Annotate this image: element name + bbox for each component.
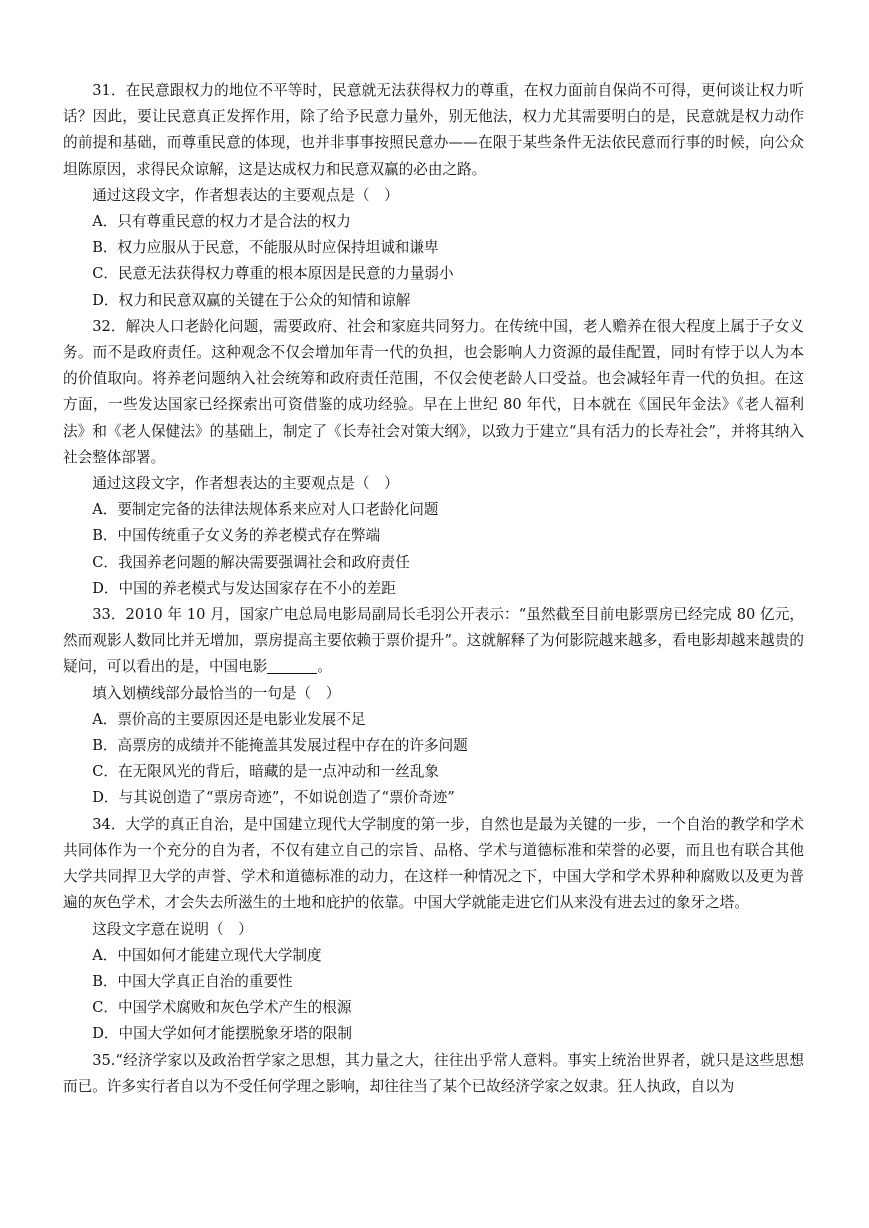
option-c: C．民意无法获得权力尊重的根本原因是民意的力量弱小	[92, 265, 454, 283]
question-stem: 31．在民意跟权力的地位不平等时，民意就无法获得权力的尊重，在权力面前自保尚不可得，更何谈让权力听话？因此，要让民意真正发挥作用，除了给予民意力量外，别无他法，权力尤其需要明白的是，民意就是权力动作的前提和基础，而尊重民意的体现，也并非事事按照民意办——在限于某些条件无法依民意而行事的时候，向公众坦陈原因，求得民众谅解，这是达成权力和民意双赢的必由之路。	[63, 82, 804, 178]
question-stem: 34．大学的真正自治，是中国建立现代大学制度的第一步，自然也是最为关键的一步，一个自治的教学和学术共同体作为一个充分的自为者，不仅有建立自己的宗旨、品格、学术与道德标准和荣誉的必要，而且也有联合其他大学共同捍卫大学的声誉、学术和道德标准的动力，在这样一种情况之下，中国大学和学术界种种腐败以及更为普遍的灰色学术，才会失去所滋生的土地和庇护的依靠。中国大学就能走进它们从来没有进去过的象牙之塔。	[63, 815, 804, 912]
option-b: B．高票房的成绩并不能掩盖其发展过程中存在的许多问题	[92, 737, 468, 755]
exam-page	[63, 78, 804, 1100]
question-prompt: 通过这段文字，作者想表达的主要观点是（ ）	[92, 475, 399, 493]
option-a: A．票价高的主要原因还是电影业发展不足	[92, 710, 366, 728]
question-33	[63, 602, 804, 812]
question-prompt: 通过这段文字，作者想表达的主要观点是（ ）	[92, 186, 399, 204]
option-b: B．权力应服从于民意，不能服从时应保持坦诚和谦卑	[92, 239, 439, 257]
option-a: A．中国如何才能建立现代大学制度	[92, 946, 322, 964]
option-a: A．要制定完备的法律法规体系来应对人口老龄化问题	[92, 501, 439, 519]
question-35	[63, 1048, 804, 1100]
question-stem-end: 。	[317, 658, 332, 676]
question-stem: 35.“经济学家以及政治哲学家之思想，其力量之大，往往出乎常人意料。事实上统治世界者，就只是这些思想而已。许多实行者自以为不受任何学理之影响，却往往当了某个已故经济学家之奴隶。狂人执政，自以为	[63, 1051, 804, 1095]
option-d: D．与其说创造了“票房奇迹”，不如说创造了“票价奇迹”	[92, 789, 455, 807]
option-c: C．在无限风光的背后，暗藏的是一点冲动和一丝乱象	[92, 763, 440, 781]
question-32	[63, 314, 804, 602]
question-31	[63, 78, 804, 314]
question-stem-text: 33．2010 年 10 月，国家广电总局电影局副局长毛羽公开表示：“虽然截至目前电影票房已经完成 80 亿元，然而观影人数同比并无增加，票房提高主要依赖于票价提升”。这就解释了为何影院越来越多，看电影却越来越贵的疑问，可以看出的是，中国电影	[63, 606, 804, 676]
question-stem: 32．解决人口老龄化问题，需要政府、社会和家庭共同努力。在传统中国，老人赡养在很大程度上属于子女义务。而不是政府责任。这种观念不仅会增加年青一代的负担，也会影响人力资源的最佳配置，同时有悖于以人为本的价值取向。将养老问题纳入社会统筹和政府责任范围，不仅会使老龄人口受益。也会减轻年青一代的负担。在这方面，一些发达国家已经探索出可资借鉴的成功经验。早在上世纪 80 年代，日本就在《国民年金法》《老人福利法》和《老人保健法》的基础上，制定了《长寿社会对策大纲》，以致力于建立“具有活力的长寿社会”，并将其纳入社会整体部署。	[63, 317, 804, 466]
option-d: D．中国的养老模式与发达国家存在不小的差距	[92, 579, 396, 597]
option-d: D．权力和民意双赢的关键在于公众的知情和谅解	[92, 291, 411, 309]
option-b: B．中国大学真正自治的重要性	[92, 972, 293, 990]
option-c: C．中国学术腐败和灰色学术产生的根源	[92, 999, 352, 1017]
question-prompt: 填入划横线部分最恰当的一句是（ ）	[92, 684, 341, 702]
fill-in-blank	[267, 657, 317, 674]
option-a: A．只有尊重民意的权力才是合法的权力	[92, 213, 351, 231]
option-d: D．中国大学如何才能摆脱象牙塔的限制	[92, 1025, 352, 1043]
option-b: B．中国传统重子女义务的养老模式存在弊端	[92, 527, 381, 545]
question-stem	[63, 602, 804, 681]
option-c: C．我国养老问题的解决需要强调社会和政府责任	[92, 553, 410, 571]
question-34	[63, 812, 804, 1048]
question-prompt: 这段文字意在说明（ ）	[92, 920, 253, 938]
